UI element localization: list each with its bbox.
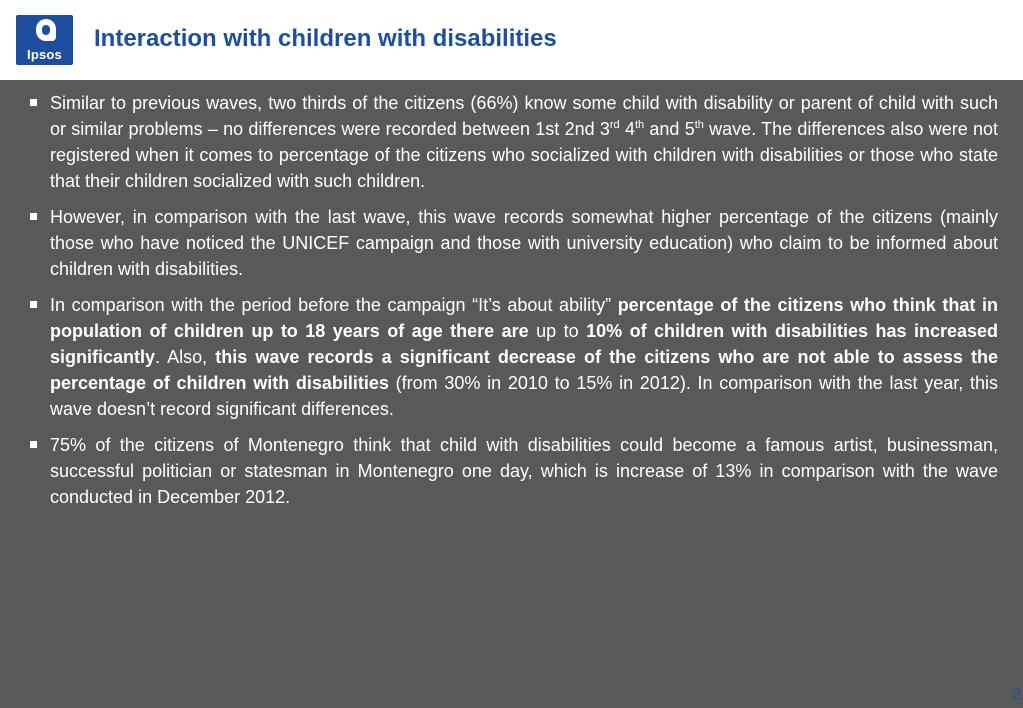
ordinal-suffix: th [694,119,704,131]
bullet-text: up to [528,321,587,341]
bullet-list [28,90,998,520]
slide-title: Interaction with children with disabilities [94,25,557,52]
bold-text: percentage of the citizens who think that in population of children up to 18 years of age there are [50,295,998,341]
header-bar [0,0,1023,80]
bullet-text: . Also, [155,347,216,367]
ipsos-logo [16,15,73,65]
logo-text: Ipsos [27,47,62,62]
logo-mark-icon [36,19,56,41]
bullet-square-icon [30,441,37,448]
ordinal-suffix: rd [609,119,620,131]
bullet-text: (from 30% in 2010 to 15% in 2012). In comparison with the last year, this wave doesn’t record significant differences. [50,373,998,419]
bullet-item [28,432,998,510]
bullet-item [28,204,998,282]
bullet-square-icon [30,213,37,220]
bullet-item [28,90,998,194]
bullet-text: wave. The differences also were not registered when it comes to percentage of the citizens who socialized with children with disabilities or those who state that their children socialized with such children. [50,119,998,191]
ordinal-suffix: th [634,119,645,131]
bullet-text: and 5 [644,119,695,139]
bullet-text: 75% of the citizens of Montenegro think that child with disabilities could become a famous artist, businessman, successful politician or statesman in Montenegro one day, which is increase of 13% in comparison with the wave conducted in December 2012. [50,435,998,507]
bullet-text: 4 [619,119,635,139]
bullet-text: Similar to previous waves, two thirds of the citizens (66%) know some child with disability or parent of child with such or similar problems – no differences were recorded between 1st 2nd 3 [50,93,998,139]
bullet-text: In comparison with the period before the campaign “It’s about ability” [50,295,618,315]
bold-text: 10% of children with disabilities has increased significantly [50,321,998,367]
bullet-item [28,292,998,422]
bullet-text: However, in comparison with the last wave, this wave records somewhat higher percentage of the citizens (mainly those who have noticed the UNICEF campaign and those with university education) who claim to be informed about children with disabilities. [50,207,998,279]
bullet-square-icon [30,301,37,308]
page-number: 2 [1012,686,1021,703]
bullet-square-icon [30,99,37,106]
bold-text: this wave records a significant decrease of the citizens who are not able to assess the percentage of children with disabilities [50,347,998,393]
